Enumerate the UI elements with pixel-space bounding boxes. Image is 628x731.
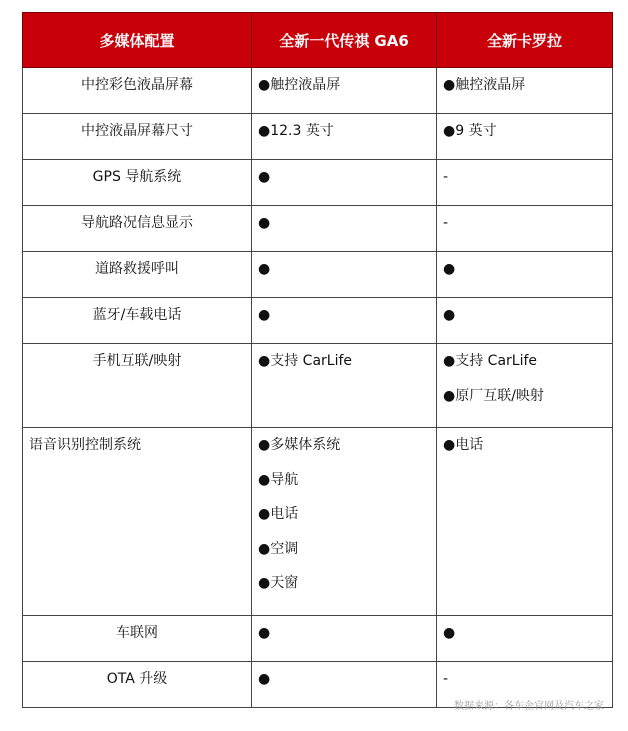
table-row — [23, 252, 613, 298]
corolla-cell — [437, 428, 613, 616]
ga6-value: ●天窗 — [258, 575, 299, 591]
corolla-cell — [437, 68, 613, 114]
ga6-value: ●导航 — [258, 471, 299, 488]
corolla-value: ●9 英寸 — [443, 123, 497, 139]
ga6-cell — [252, 615, 437, 661]
feature-cell: 道路救援呼叫 — [23, 252, 252, 298]
feature-cell: 导航路况信息显示 — [23, 206, 252, 252]
ga6-value: ● — [258, 670, 271, 687]
corolla-value: - — [443, 670, 449, 687]
ga6-value: ●空调 — [258, 540, 299, 557]
ga6-cell — [252, 114, 437, 160]
ga6-value: ●12.3 英寸 — [258, 123, 334, 139]
table-body — [23, 68, 613, 708]
corolla-value: ●支持 CarLife — [443, 353, 538, 369]
corolla-cell — [437, 252, 613, 298]
feature-cell: 蓝牙/车载电话 — [23, 298, 252, 344]
table-row — [23, 68, 613, 114]
corolla-cell — [437, 615, 613, 661]
ga6-cell — [252, 661, 437, 707]
corolla-value: ● — [443, 307, 456, 323]
ga6-cell — [252, 344, 437, 428]
ga6-cell — [252, 206, 437, 252]
ga6-cell — [252, 68, 437, 114]
feature-cell: 车联网 — [23, 615, 252, 661]
feature-cell: 语音识别控制系统 — [23, 428, 252, 616]
ga6-value: ● — [258, 624, 271, 641]
table-row — [23, 114, 613, 160]
corolla-value: - — [443, 215, 449, 231]
table-row — [23, 344, 613, 428]
corolla-value: ●触控液晶屏 — [443, 77, 526, 93]
ga6-cell — [252, 298, 437, 344]
corolla-cell — [437, 206, 613, 252]
ga6-value: ● — [258, 307, 271, 323]
corolla-value: ●原厂互联/映射 — [443, 387, 544, 404]
ga6-value: ● — [258, 261, 271, 277]
ga6-cell — [252, 160, 437, 206]
ga6-value: ● — [258, 169, 271, 185]
ga6-value: ●多媒体系统 — [258, 437, 341, 453]
ga6-cell — [252, 252, 437, 298]
ga6-cell — [252, 428, 437, 616]
corolla-cell — [437, 298, 613, 344]
table-row — [23, 615, 613, 661]
corolla-cell — [437, 344, 613, 428]
comparison-table — [22, 12, 613, 708]
corolla-value: ● — [443, 261, 456, 277]
corolla-cell — [437, 114, 613, 160]
feature-cell: GPS 导航系统 — [23, 160, 252, 206]
header-corolla: 全新卡罗拉 — [437, 13, 613, 68]
corolla-cell — [437, 160, 613, 206]
corolla-value: ●电话 — [443, 437, 484, 453]
header-row — [23, 13, 613, 68]
table-row — [23, 428, 613, 616]
table-row — [23, 206, 613, 252]
feature-cell: OTA 升级 — [23, 661, 252, 707]
feature-cell: 中控液晶屏幕尺寸 — [23, 114, 252, 160]
corolla-value: ● — [443, 624, 456, 641]
ga6-value: ●电话 — [258, 506, 299, 522]
header-feature: 多媒体配置 — [23, 13, 252, 68]
source-note: 数据来源：各车企官网及汽车之家 — [454, 701, 604, 712]
ga6-value: ● — [258, 215, 271, 231]
ga6-value: ●触控液晶屏 — [258, 77, 341, 93]
corolla-value: - — [443, 169, 449, 185]
header-ga6: 全新一代传祺 GA6 — [252, 13, 437, 68]
feature-cell: 中控彩色液晶屏幕 — [23, 68, 252, 114]
table-row — [23, 298, 613, 344]
table-row — [23, 160, 613, 206]
ga6-value: ●支持 CarLife — [258, 353, 353, 369]
feature-cell: 手机互联/映射 — [23, 344, 252, 428]
